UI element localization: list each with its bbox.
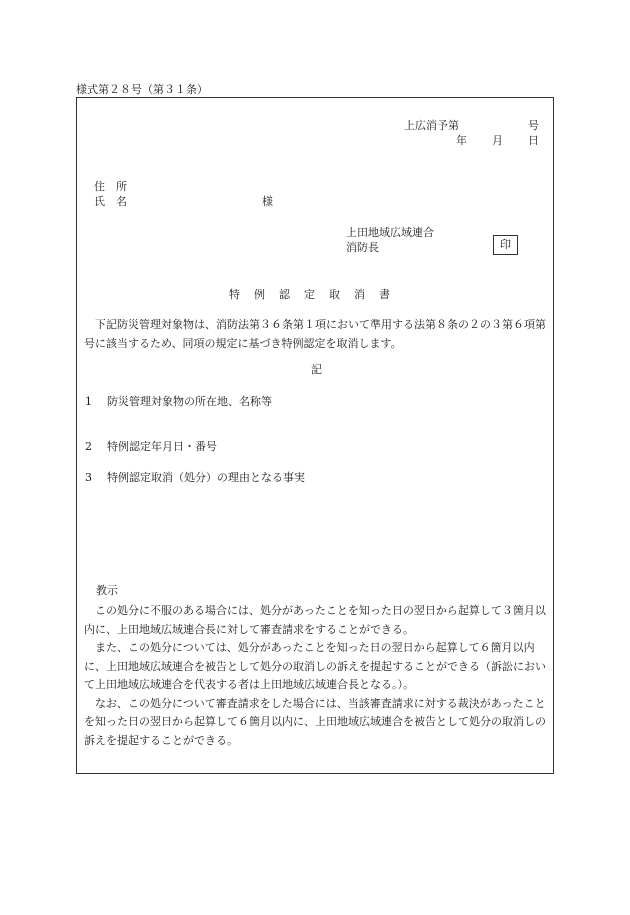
item-number: 2	[85, 440, 92, 453]
item-text: 防災管理対象物の所在地、名称等	[107, 395, 272, 408]
name-label: 氏 名	[94, 195, 127, 208]
form-number: 様式第２８号（第３１条）	[76, 83, 208, 96]
item-number: 1	[85, 395, 92, 408]
address-label: 住 所	[94, 180, 127, 193]
honorific: 様	[262, 195, 273, 208]
date-day: 日	[528, 134, 539, 147]
notice-paragraph: この処分に不服のある場合には、処分があったことを知った日の翌日から起算して３箇月以内に、上田地域広域連合長に対して審査請求をすることができる。	[84, 604, 546, 636]
issuer-title: 消防長	[346, 241, 379, 254]
body-text: 下記防災管理対象物は、消防法第３６条第１項において準用する法第８条の２の３第６項第 号に該当するため、同項の規定に基づき特例認定を取消します。	[84, 318, 557, 350]
notice-paragraph: なお、この処分について審査請求をした場合には、当該審査請求に対する裁決があったことを知った日の翌日から起算して６箇月以内に、上田地域広域連合を被告として処分の取消しの訴えを提起することができる。	[84, 696, 546, 747]
notice-body	[84, 602, 550, 750]
item-text: 特例認定取消（処分）の理由となる事実	[107, 471, 305, 484]
notice-paragraph: また、この処分については、処分があったことを知った日の翌日から起算して６箇月以内に、上田地域広域連合を被告として処分の取消しの訴えを提起することができる（訴訟において上田地域広域連合を代表する者は上田地域広域連合長となる。）。	[84, 641, 546, 691]
item-text: 特例認定年月日・番号	[107, 440, 217, 453]
seal-box: 印	[493, 235, 518, 255]
doc-number-prefix: 上広消予第	[404, 119, 459, 132]
document-title: 特例認定取消書	[229, 288, 404, 301]
notice-heading: 教示	[96, 584, 118, 597]
date-month: 月	[492, 134, 503, 147]
date-year: 年	[456, 134, 467, 147]
issuer-org: 上田地域広域連合	[346, 226, 434, 239]
doc-number-suffix: 号	[528, 119, 539, 132]
ki-mark: 記	[311, 363, 322, 376]
item-number: 3	[85, 471, 92, 484]
